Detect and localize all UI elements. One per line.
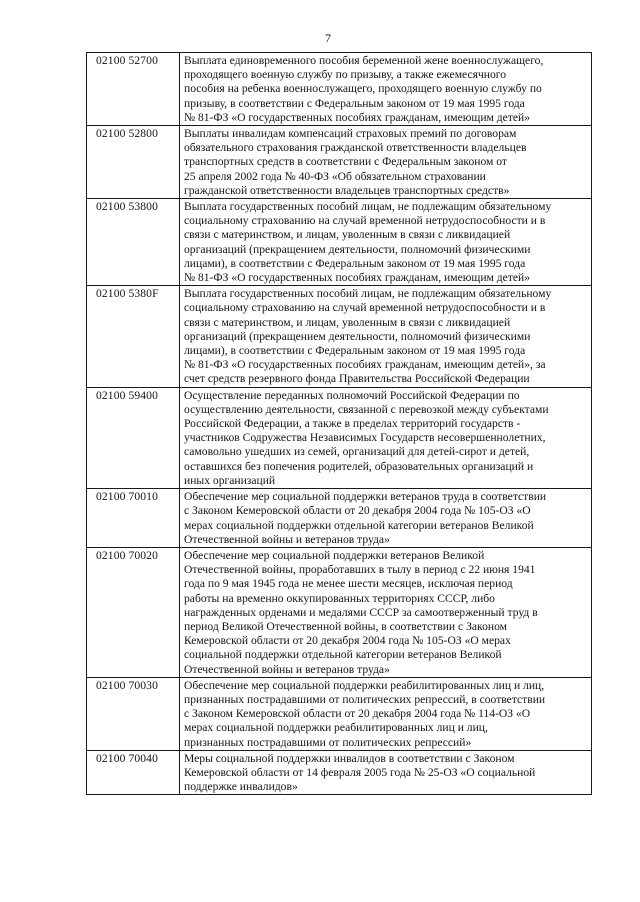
table-row bbox=[87, 53, 592, 126]
code-description bbox=[180, 677, 592, 750]
code-description bbox=[180, 489, 592, 548]
description-line: период Великой Отечественной войны, в соответствии с Законом bbox=[184, 619, 507, 633]
description-line: № 81-ФЗ «О государственных пособиях гражданам, имеющим детей», за bbox=[184, 358, 546, 372]
description-line: социальному страхованию на случай временной нетрудоспособности и в bbox=[184, 301, 546, 315]
description-line: 25 апреля 2002 года № 40-ФЗ «Об обязательном страховании bbox=[184, 169, 486, 183]
table-row bbox=[87, 547, 592, 677]
description-line: лицами), в соответствии с Федеральным законом от 19 мая 1995 года bbox=[184, 344, 526, 358]
description-line: Выплаты инвалидам компенсаций страховых премий по договорам bbox=[184, 127, 517, 141]
description-line: признанных пострадавшими от политических репрессий, в соответствии bbox=[184, 692, 546, 706]
description-line: лицами), в соответствии с Федеральным законом от 19 мая 1995 года bbox=[184, 256, 526, 270]
description-line: участников Содружества Независимых Государств несовершеннолетних, bbox=[184, 431, 546, 445]
description-line: самовольно ушедших из семей, организаций для детей-сирот и детей, bbox=[184, 445, 530, 459]
description-line: Обеспечение мер социальной поддержки ветеранов Великой bbox=[184, 548, 485, 562]
description-line: с Законом Кемеровской области от 20 декабря 2004 года № 114-ОЗ «О bbox=[184, 707, 531, 721]
budget-code: 02100 70040 bbox=[87, 750, 180, 795]
budget-code: 02100 70020 bbox=[87, 547, 180, 677]
description-line: Выплата государственных пособий лицам, не подлежащим обязательному bbox=[184, 287, 552, 301]
description-line: работы на временно оккупированных территориях СССР, либо bbox=[184, 591, 495, 605]
code-description bbox=[180, 750, 592, 795]
table-row bbox=[87, 677, 592, 750]
description-line: Кемеровской области от 14 февраля 2005 года № 25-ОЗ «О социальной bbox=[184, 765, 536, 779]
description-line: обязательного страхования гражданской ответственности владельцев bbox=[184, 141, 527, 155]
description-line: социальной поддержки отдельной категории ветеранов Великой bbox=[184, 648, 502, 662]
description-line: осуществлению деятельности, связанной с перевозкой между субъектами bbox=[184, 402, 549, 416]
code-description bbox=[180, 286, 592, 387]
code-description bbox=[180, 547, 592, 677]
description-line: с Законом Кемеровской области от 20 декабря 2004 года № 105-ОЗ «О bbox=[184, 504, 531, 518]
description-line: гражданской ответственности владельцев транспортных средств» bbox=[184, 183, 510, 197]
description-line: Выплата единовременного пособия беременной жене военнослужащего, bbox=[184, 54, 544, 67]
description-line: связи с материнством, и лицам, уволенным в связи с ликвидацией bbox=[184, 228, 511, 242]
page-number: 7 bbox=[325, 31, 331, 45]
code-description bbox=[180, 126, 592, 199]
description-line: иных организаций bbox=[184, 473, 276, 487]
description-line: Обеспечение мер социальной поддержки ветеранов труда в соответствии bbox=[184, 490, 547, 504]
table-body bbox=[87, 53, 592, 795]
description-line: мерах социальной поддержки реабилитированных лиц и лиц, bbox=[184, 721, 488, 735]
description-line: Отечественной войны, проработавших в тылу в период с 22 июня 1941 bbox=[184, 563, 536, 577]
description-line: связи с материнством, и лицам, уволенным в связи с ликвидацией bbox=[184, 315, 511, 329]
budget-code: 02100 53800 bbox=[87, 199, 180, 286]
description-line: года по 9 мая 1945 года не менее шести месяцев, исключая период bbox=[184, 577, 513, 591]
description-line: пособия на ребенка военнослужащего, проходящего военную службу по bbox=[184, 82, 542, 96]
description-line: Российской Федерации, а также в пределах территорий государств - bbox=[184, 417, 521, 431]
budget-code: 02100 5380F bbox=[87, 286, 180, 387]
description-line: Отечественной войны и ветеранов труда» bbox=[184, 662, 390, 676]
table-row bbox=[87, 199, 592, 286]
budget-code: 02100 52800 bbox=[87, 126, 180, 199]
description-line: проходящего военную службу по призыву, а также ежемесячного bbox=[184, 68, 507, 82]
description-line: Кемеровской области от 20 декабря 2004 года № 105-ОЗ «О мерах bbox=[184, 634, 511, 648]
code-description bbox=[180, 199, 592, 286]
budget-code-table bbox=[86, 52, 592, 795]
description-line: Отечественной войны и ветеранов труда» bbox=[184, 532, 390, 546]
code-description bbox=[180, 53, 592, 126]
table-row bbox=[87, 750, 592, 795]
budget-code: 02100 59400 bbox=[87, 387, 180, 488]
description-line: Меры социальной поддержки инвалидов в соответствии с Законом bbox=[184, 751, 515, 765]
description-line: транспортных средств в соответствии с Федеральным законом от bbox=[184, 155, 507, 169]
description-line: организаций (прекращением деятельности, полномочий физическими bbox=[184, 329, 531, 343]
description-line: оставшихся без попечения родителей, образовательных организаций и bbox=[184, 459, 534, 473]
description-line: Осуществление переданных полномочий Российской Федерации по bbox=[184, 388, 520, 402]
description-line: № 81-ФЗ «О государственных пособиях гражданам, имеющим детей» bbox=[184, 110, 531, 124]
description-line: Выплата государственных пособий лицам, не подлежащим обязательному bbox=[184, 200, 552, 214]
description-line: поддержке инвалидов» bbox=[184, 780, 298, 794]
table-row bbox=[87, 126, 592, 199]
description-line: социальному страхованию на случай временной нетрудоспособности и в bbox=[184, 214, 546, 228]
table-row bbox=[87, 387, 592, 488]
table-row bbox=[87, 489, 592, 548]
table-row bbox=[87, 286, 592, 387]
description-line: Обеспечение мер социальной поддержки реабилитированных лиц и лиц, bbox=[184, 678, 545, 692]
description-line: счет средств резервного фонда Правительства Российской Федерации bbox=[184, 372, 530, 386]
description-line: призыву, в соответствии с Федеральным законом от 19 мая 1995 года bbox=[184, 96, 525, 110]
description-line: мерах социальной поддержки отдельной категории ветеранов Великой bbox=[184, 518, 534, 532]
description-line: награжденных орденами и медалями СССР за самоотверженный труд в bbox=[184, 605, 538, 619]
budget-code: 02100 52700 bbox=[87, 53, 180, 126]
budget-code: 02100 70030 bbox=[87, 677, 180, 750]
code-description bbox=[180, 387, 592, 488]
description-line: организаций (прекращением деятельности, полномочий физическими bbox=[184, 242, 531, 256]
budget-code: 02100 70010 bbox=[87, 489, 180, 548]
description-line: признанных пострадавшими от политических репрессий» bbox=[184, 735, 472, 749]
description-line: № 81-ФЗ «О государственных пособиях гражданам, имеющим детей» bbox=[184, 271, 531, 285]
